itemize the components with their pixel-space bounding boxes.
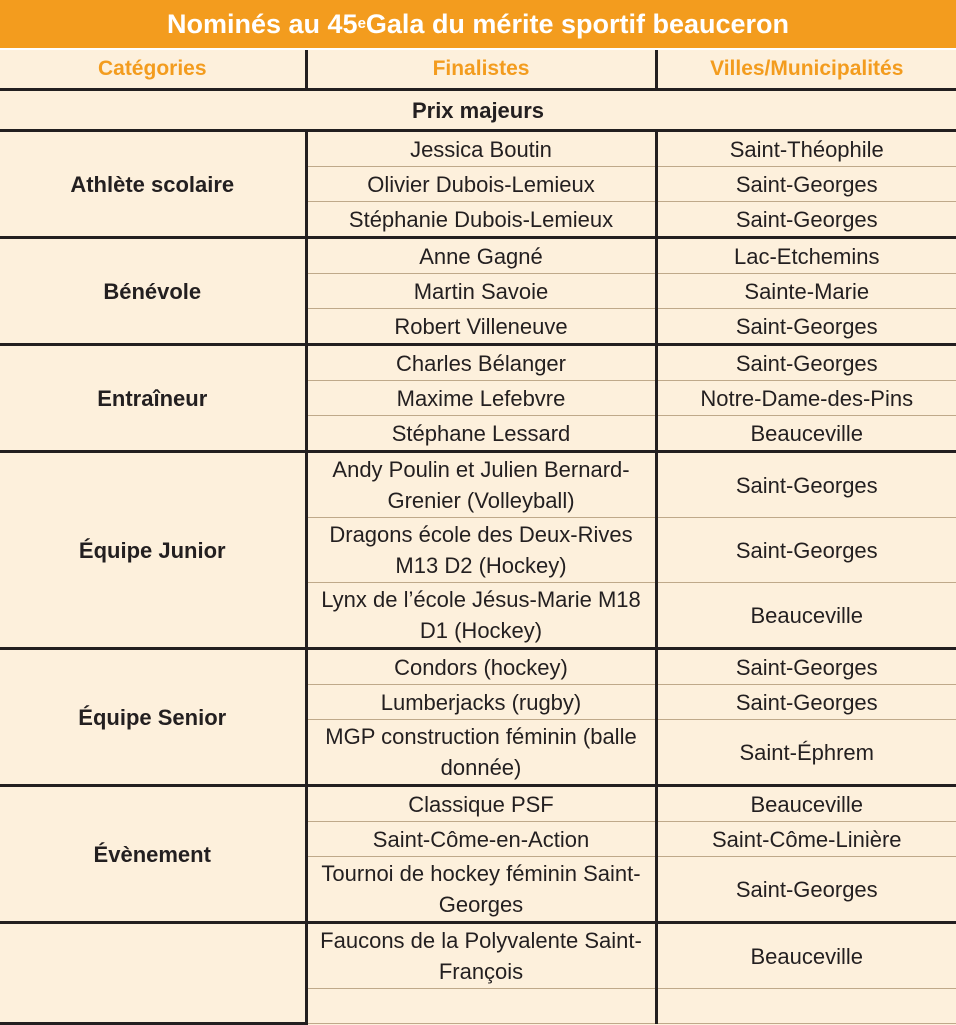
city-cell: Saint-Théophile xyxy=(656,131,956,167)
finalist-cell: MGP construction féminin (balle donnée) xyxy=(306,720,656,786)
finalist-cell: Stéphane Lessard xyxy=(306,416,656,452)
nominees-table xyxy=(0,50,956,1025)
table-row xyxy=(0,923,956,989)
finalist-cell: Andy Poulin et Julien Bernard-Grenier (Volleyball) xyxy=(306,452,656,518)
city-cell: Saint-Georges xyxy=(656,452,956,518)
finalist-cell: Classique PSF xyxy=(306,786,656,822)
finalist-cell: Charles Bélanger xyxy=(306,345,656,381)
city-cell: Saint-Georges xyxy=(656,685,956,720)
finalist-cell: Condors (hockey) xyxy=(306,649,656,685)
finalist-cell: Saint-Côme-en-Action xyxy=(306,822,656,857)
table-row xyxy=(0,649,956,685)
category-cell: Équipe Junior xyxy=(0,452,306,649)
finalist-cell: Lumberjacks (rugby) xyxy=(306,685,656,720)
table-row xyxy=(0,238,956,274)
table-row xyxy=(0,786,956,822)
city-cell: Beauceville xyxy=(656,786,956,822)
header-cities: Villes/Municipalités xyxy=(656,50,956,90)
finalist-cell: Robert Villeneuve xyxy=(306,309,656,345)
finalist-cell xyxy=(306,989,656,1024)
finalist-cell: Martin Savoie xyxy=(306,274,656,309)
table-row xyxy=(0,131,956,167)
city-cell: Beauceville xyxy=(656,416,956,452)
table-row xyxy=(0,452,956,518)
city-cell: Saint-Georges xyxy=(656,518,956,583)
category-cell xyxy=(0,923,306,1024)
header-finalists: Finalistes xyxy=(306,50,656,90)
finalist-cell: Maxime Lefebvre xyxy=(306,381,656,416)
category-cell: Équipe Senior xyxy=(0,649,306,786)
section-row xyxy=(0,90,956,131)
title-suffix: Gala du mérite sportif beauceron xyxy=(365,8,790,39)
category-cell: Évènement xyxy=(0,786,306,923)
city-cell: Notre-Dame-des-Pins xyxy=(656,381,956,416)
header-categories: Catégories xyxy=(0,50,306,90)
finalist-cell: Dragons école des Deux-Rives M13 D2 (Hockey) xyxy=(306,518,656,583)
finalist-cell: Jessica Boutin xyxy=(306,131,656,167)
finalist-cell: Olivier Dubois-Lemieux xyxy=(306,167,656,202)
title-prefix: Nominés au 45 xyxy=(166,8,358,39)
city-cell: Saint-Georges xyxy=(656,345,956,381)
table-row xyxy=(0,345,956,381)
city-cell xyxy=(656,989,956,1024)
category-cell: Athlète scolaire xyxy=(0,131,306,238)
city-cell: Saint-Côme-Linière xyxy=(656,822,956,857)
finalist-cell: Tournoi de hockey féminin Saint-Georges xyxy=(306,857,656,923)
city-cell: Saint-Georges xyxy=(656,202,956,238)
finalist-cell: Anne Gagné xyxy=(306,238,656,274)
header-row xyxy=(0,50,956,90)
city-cell: Saint-Georges xyxy=(656,167,956,202)
city-cell: Saint-Éphrem xyxy=(656,720,956,786)
category-cell: Entraîneur xyxy=(0,345,306,452)
finalist-cell: Stéphanie Dubois-Lemieux xyxy=(306,202,656,238)
table-title: Nominés au 45 e Gala du mérite sportif beauceron xyxy=(0,0,956,50)
city-cell: Beauceville xyxy=(656,583,956,649)
city-cell: Sainte-Marie xyxy=(656,274,956,309)
city-cell: Saint-Georges xyxy=(656,857,956,923)
category-cell: Bénévole xyxy=(0,238,306,345)
finalist-cell: Lynx de l’école Jésus-Marie M18 D1 (Hockey) xyxy=(306,583,656,649)
finalist-cell: Faucons de la Polyvalente Saint-François xyxy=(306,923,656,989)
city-cell: Lac-Etchemins xyxy=(656,238,956,274)
section-title: Prix majeurs xyxy=(0,90,956,131)
city-cell: Beauceville xyxy=(656,923,956,989)
city-cell: Saint-Georges xyxy=(656,309,956,345)
city-cell: Saint-Georges xyxy=(656,649,956,685)
